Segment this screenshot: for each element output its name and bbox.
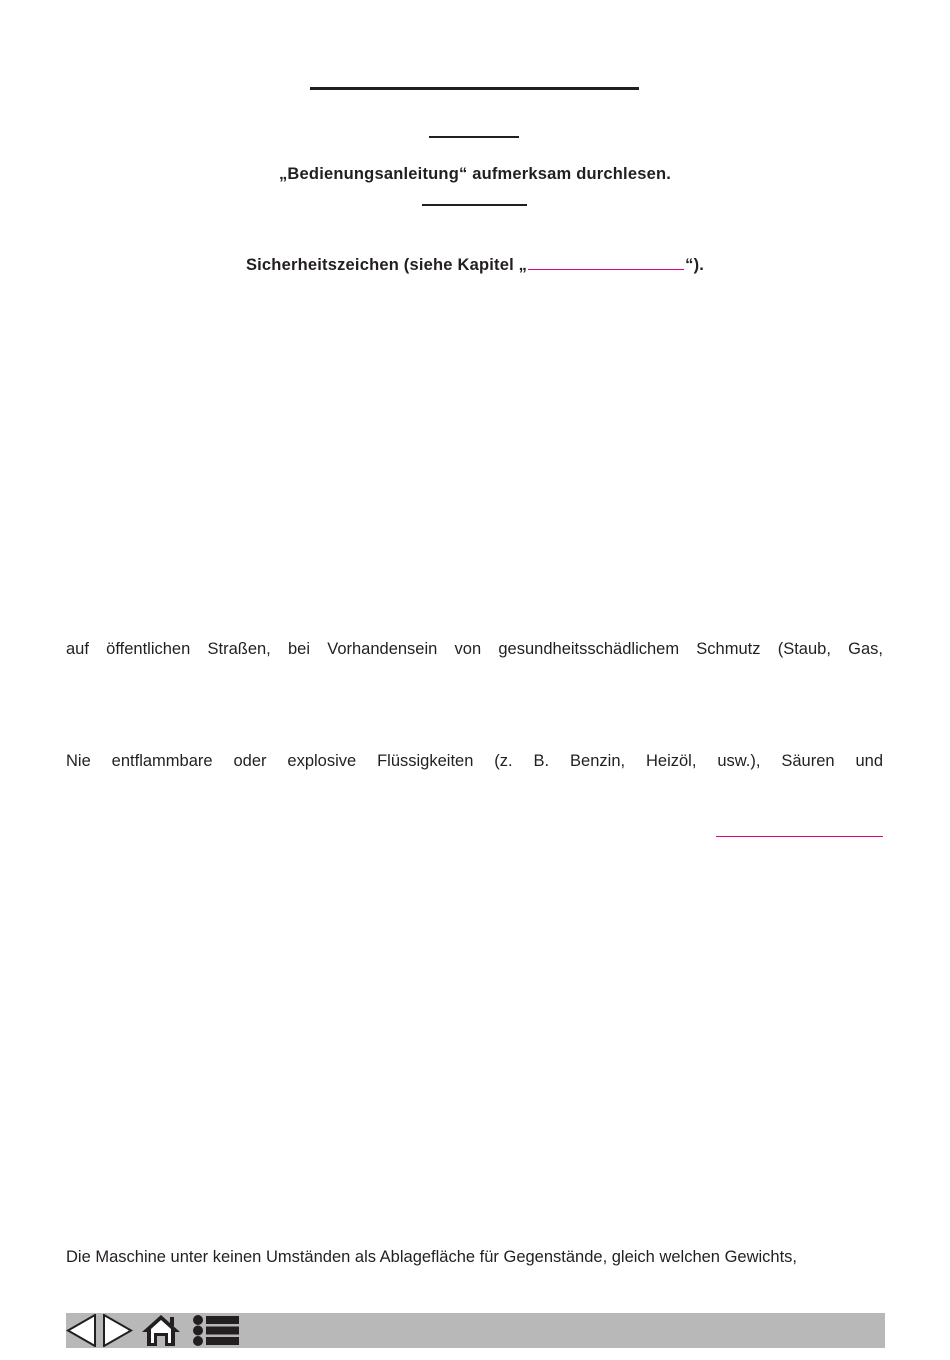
paragraph-public-roads: auf öffentlichen Straßen, bei Vorhandensein von gesundheitsschädlichem Schmutz (Staub, Gas, <box>66 640 883 658</box>
safety-prefix: Sicherheitszeichen (siehe Kapitel „ <box>245 256 528 274</box>
next-page-button[interactable] <box>102 1314 134 1347</box>
home-button[interactable] <box>140 1314 182 1347</box>
table-of-contents-icon <box>192 1314 240 1347</box>
navigation-toolbar <box>66 1313 885 1348</box>
home-icon <box>140 1314 182 1347</box>
chapter-link-underline[interactable] <box>716 836 883 837</box>
paragraph-flammable: Nie entflammbare oder explosive Flüssigkeiten (z. B. Benzin, Heizöl, usw.), Säuren und <box>66 752 883 770</box>
chapter-link[interactable] <box>528 268 684 270</box>
previous-page-button[interactable] <box>66 1314 98 1347</box>
title-rule <box>310 87 639 90</box>
safety-suffix: “). <box>685 256 705 274</box>
paragraph-storage: Die Maschine unter keinen Umständen als Ablagefläche für Gegenstände, gleich welchen Gewichts, <box>66 1248 798 1266</box>
previous-page-icon <box>66 1314 98 1347</box>
safety-sign-reference <box>0 256 950 275</box>
instruction-line: „Bedienungsanleitung“ aufmerksam durchlesen. <box>278 165 672 183</box>
subtitle-rule <box>429 136 519 138</box>
section-rule <box>422 204 527 206</box>
table-of-contents-button[interactable] <box>192 1314 240 1347</box>
next-page-icon <box>102 1314 134 1347</box>
